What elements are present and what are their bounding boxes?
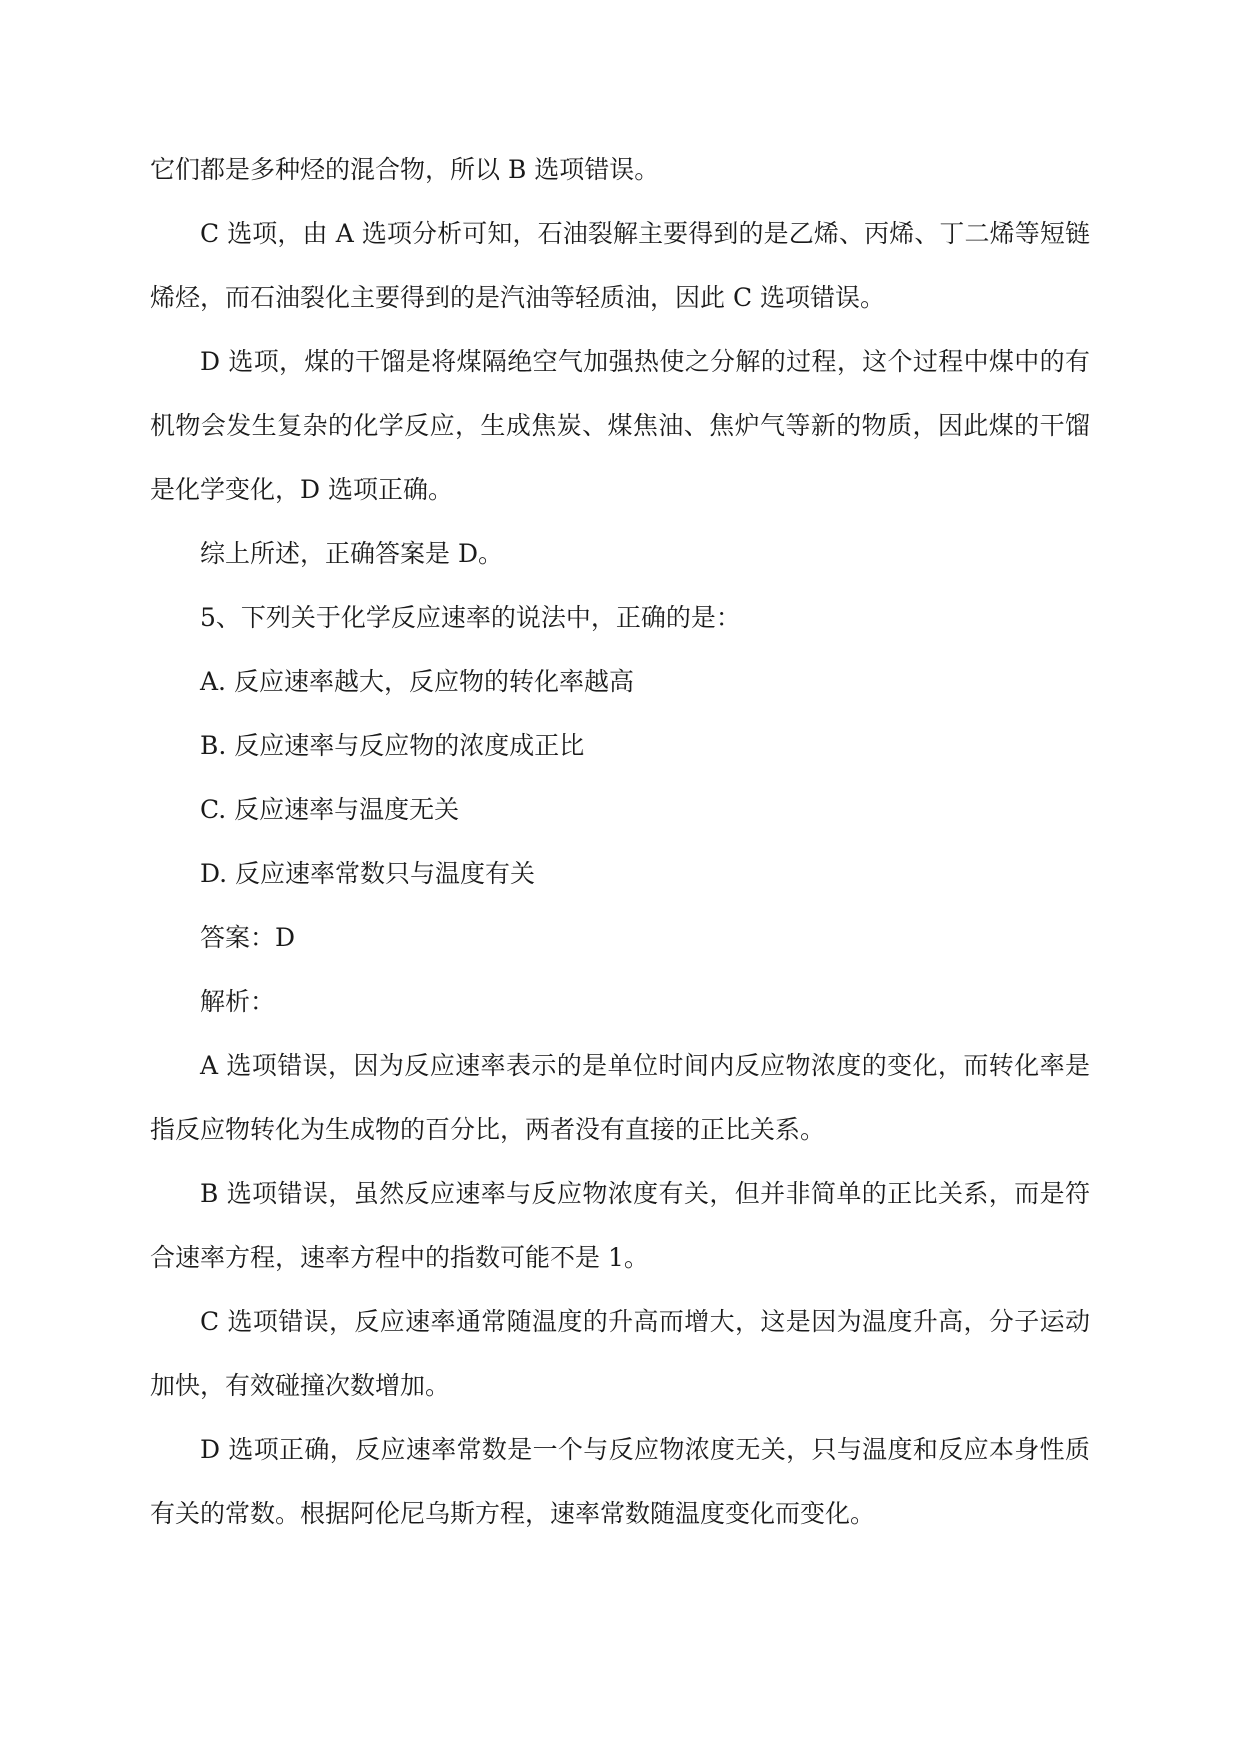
- question-5-option-c: C. 反应速率与温度无关: [200, 795, 460, 824]
- question-5-option-b: B. 反应速率与反应物的浓度成正比: [200, 731, 585, 760]
- analysis-option-a: A 选项错误，因为反应速率表示的是单位时间内反应物浓度的变化，而转化率是指反应物转化为生成物的百分比，两者没有直接的正比关系。: [150, 1051, 1090, 1144]
- analysis-option-c: C 选项错误，反应速率通常随温度的升高而增大，这是因为温度升高，分子运动加快，有效碰撞次数增加。: [150, 1307, 1090, 1400]
- paragraph-c-analysis: C 选项，由 A 选项分析可知，石油裂解主要得到的是乙烯、丙烯、丁二烯等短链烯烃，而石油裂化主要得到的是汽油等轻质油，因此 C 选项错误。: [150, 219, 1090, 312]
- question-5-answer: 答案：D: [200, 923, 296, 952]
- document-body: [150, 138, 1090, 1546]
- analysis-option-d: D 选项正确，反应速率常数是一个与反应物浓度无关，只与温度和反应本身性质有关的常数。根据阿伦尼乌斯方程，速率常数随温度变化而变化。: [150, 1435, 1090, 1528]
- analysis-heading: 解析：: [200, 987, 276, 1016]
- question-5-stem: 5、下列关于化学反应速率的说法中，正确的是：: [200, 603, 741, 632]
- question-5-option-a: A. 反应速率越大，反应物的转化率越高: [200, 667, 634, 696]
- paragraph-b-conclusion: 它们都是多种烃的混合物，所以 B 选项错误。: [150, 155, 660, 184]
- analysis-option-b: B 选项错误，虽然反应速率与反应物浓度有关，但并非简单的正比关系，而是符合速率方程，速率方程中的指数可能不是 1。: [150, 1179, 1090, 1272]
- paragraph-summary: 综上所述，正确答案是 D。: [200, 539, 503, 568]
- paragraph-d-analysis: D 选项，煤的干馏是将煤隔绝空气加强热使之分解的过程，这个过程中煤中的有机物会发生复杂的化学反应，生成焦炭、煤焦油、焦炉气等新的物质，因此煤的干馏是化学变化，D 选项正确。: [150, 347, 1090, 504]
- question-5-option-d: D. 反应速率常数只与温度有关: [200, 859, 536, 888]
